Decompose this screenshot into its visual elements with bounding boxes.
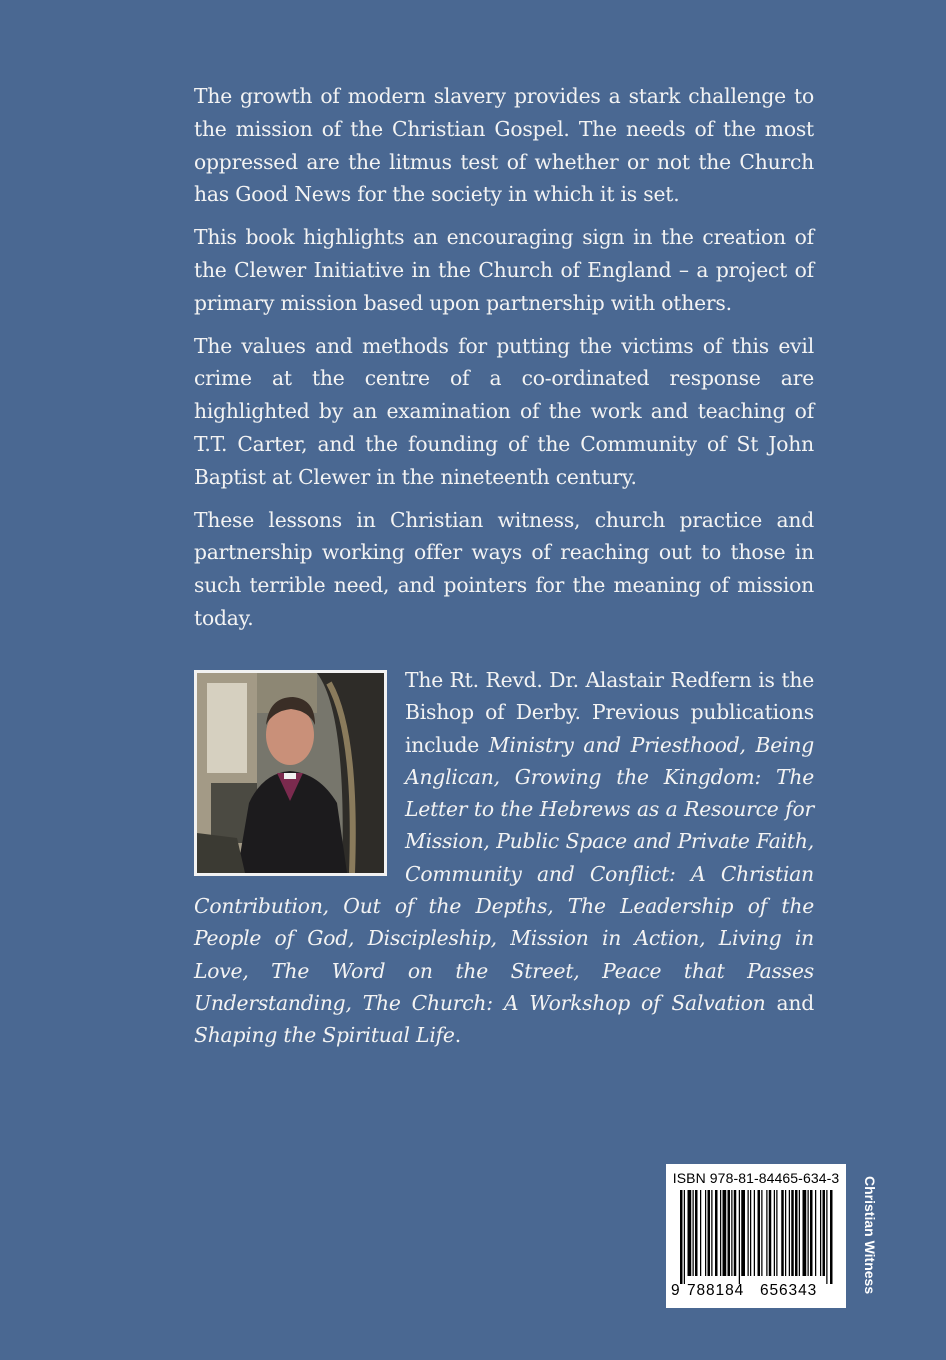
barcode-bar [711, 1190, 712, 1276]
barcode-first-digit: 9 [671, 1282, 681, 1299]
barcode-bar [693, 1190, 694, 1276]
barcode-bar [810, 1190, 813, 1276]
barcode-bar [739, 1190, 740, 1284]
barcode-bar [705, 1190, 706, 1276]
barcode-bar [758, 1190, 761, 1276]
barcode-bar [748, 1190, 749, 1276]
barcode-left-digits: 788184 [687, 1282, 745, 1299]
barcode-bar [695, 1190, 698, 1276]
barcode-bar [795, 1190, 798, 1276]
barcode-bars [674, 1190, 838, 1284]
barcode-bar [766, 1190, 767, 1276]
barcode-bar [774, 1190, 775, 1276]
barcode-bar [769, 1190, 772, 1276]
barcode-bar [791, 1190, 794, 1276]
barcode-bar [789, 1190, 790, 1276]
barcode-bar [708, 1190, 711, 1276]
barcode-bar [684, 1190, 685, 1284]
barcode-bar [754, 1190, 755, 1276]
blurb-paragraph-4: These lessons in Christian witness, church practice and partnership working offer ways of reaching out to those in such terrible need, and pointers for the meaning of mission today. [194, 507, 814, 630]
barcode-bar [803, 1190, 807, 1276]
barcode-bar [723, 1190, 727, 1276]
previous-publications-list: Ministry and Priesthood, Being Anglican, Growing the Kingdom: The Letter to the Hebrews as a Resource for Mission, Public Space and Private Faith, Community and Conflict: A Christian Contribution, Out of the Depths, The Leadership of the People of God, Discipleship, Mission in Action, Living in Love, The Word on the Street, Peace that Passes Understanding, The Church: A Workshop of Salvation [194, 732, 814, 1015]
barcode-bar [799, 1190, 800, 1276]
author-photo [194, 670, 387, 876]
blurb-paragraph-2: This book highlights an encouraging sign in the creation of the Clewer Initiative in the Church of England – a project of primary mission based upon partnership with others. [194, 225, 814, 315]
author-bio-intro: The Rt. Revd. Dr. Alastair Redfern is the Bishop of Derby. Previous publications include [405, 668, 814, 757]
barcode-bar [820, 1190, 821, 1276]
barcode-bar [741, 1190, 745, 1276]
isbn-label: ISBN 978-81-84465-634-3 [672, 1170, 840, 1186]
author-bio-conjunction: and [765, 990, 814, 1015]
blurb-paragraph-1: The growth of modern slavery provides a stark challenge to the mission of the Christian Gospel. The needs of the most oppressed are the litmus test of whether or not the Church has Good News for the society in which it is set. [194, 84, 814, 207]
barcode-bar [731, 1190, 732, 1276]
barcode-bar [776, 1190, 777, 1276]
barcode-bar [826, 1190, 827, 1284]
barcode-bar [761, 1190, 762, 1276]
isbn-barcode [666, 1164, 846, 1308]
barcode-bar [823, 1190, 826, 1276]
barcode-bar [815, 1190, 816, 1276]
barcode-bar [715, 1190, 718, 1276]
barcode-bar [830, 1190, 833, 1284]
barcode-bar [808, 1190, 809, 1276]
author-photo-image [197, 673, 384, 873]
back-cover-blurb [194, 80, 814, 645]
barcode-bar [785, 1190, 786, 1276]
barcode-bar [720, 1190, 721, 1276]
barcode-bar [700, 1190, 701, 1276]
barcode-bar [688, 1190, 692, 1276]
barcode-right-digits: 656343 [760, 1282, 818, 1299]
spine-title: Christian Witness [862, 1176, 878, 1295]
author-bio-end: . [454, 1023, 461, 1048]
author-bio [194, 664, 814, 1052]
barcode-bar [750, 1190, 751, 1276]
barcode-bar [728, 1190, 731, 1276]
barcode-bar [734, 1190, 737, 1276]
blurb-paragraph-3: The values and methods for putting the victims of this evil crime at the centre of a co-ordinated response are highlighted by an examination of the work and teaching of T.T. Carter, and the founding of the Community of St John Baptist at Clewer in the nineteenth century. [194, 333, 814, 489]
barcode-bar [781, 1190, 784, 1276]
last-publication-title: Shaping the Spiritual Life [194, 1023, 455, 1048]
barcode-bar [680, 1190, 683, 1284]
